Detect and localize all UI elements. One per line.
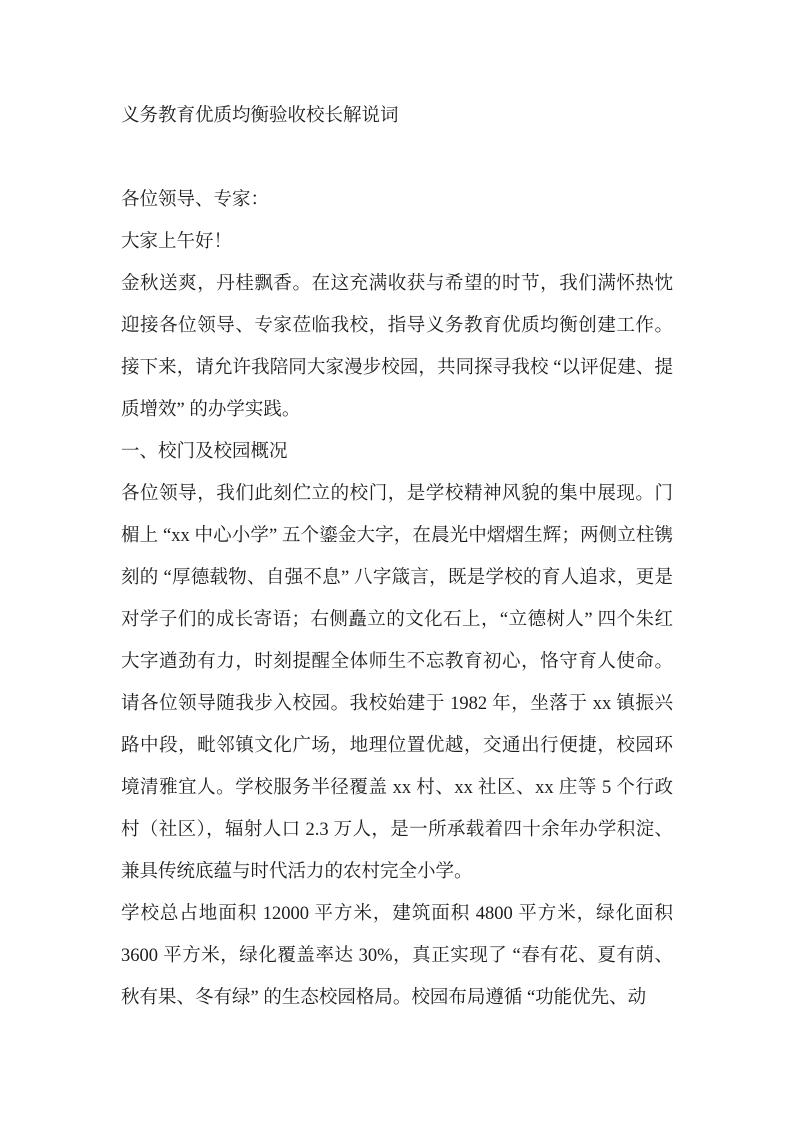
document-title: 义务教育优质均衡验收校长解说词 <box>121 106 399 126</box>
campus-gate-paragraph: 各位领导，我们此刻伫立的校门，是学校精神风貌的集中展现。门楣上 “xx 中心小学” 五个鎏金大字，在晨光中熠熠生辉；两侧立柱镌刻的 “厚德载物、自强不息” 八字箴言，既是学校的育人追求，更是对学子们的成长寄语；右侧矗立的文化石上，“立德树人” 四个朱红大字遒劲有力，时刻提醒全体师生不忘教育初心，恪守育人使命。请各位领导随我步入校园。我校始建于 1982 年，坐落于 xx 镇振兴路中段，毗邻镇文化广场，地理位置优越，交通出行便捷，校园环境清雅宜人。学校服务半径覆盖 xx 村、xx 社区、xx 庄等 5 个行政村（社区），辐射人口 2.3 万人，是一所承载着四十余年办学积淀、兼具传统底蕴与时代活力的农村完全小学。 <box>121 484 673 882</box>
section-heading-campus-overview: 一、校门及校园概况 <box>121 442 288 462</box>
campus-area-paragraph-truncated: 学校总占地面积 12000 平方米，建筑面积 4800 平方米，绿化面积 3600 平方米，绿化覆盖率达 30%，真正实现了 “春有花、夏有荫、秋有果、冬有绿” 的生态校园格局。校园布局遵循 “功能优先、动 <box>121 904 673 1008</box>
greeting-line: 大家上午好！ <box>121 232 233 252</box>
salutation-line: 各位领导、专家： <box>121 190 270 210</box>
intro-paragraph: 金秋送爽，丹桂飘香。在这充满收获与希望的时节，我们满怀热忱迎接各位领导、专家莅临我校，指导义务教育优质均衡创建工作。接下来，请允许我陪同大家漫步校园，共同探寻我校 “以评促建、提质增效” 的办学实践。 <box>121 274 673 420</box>
